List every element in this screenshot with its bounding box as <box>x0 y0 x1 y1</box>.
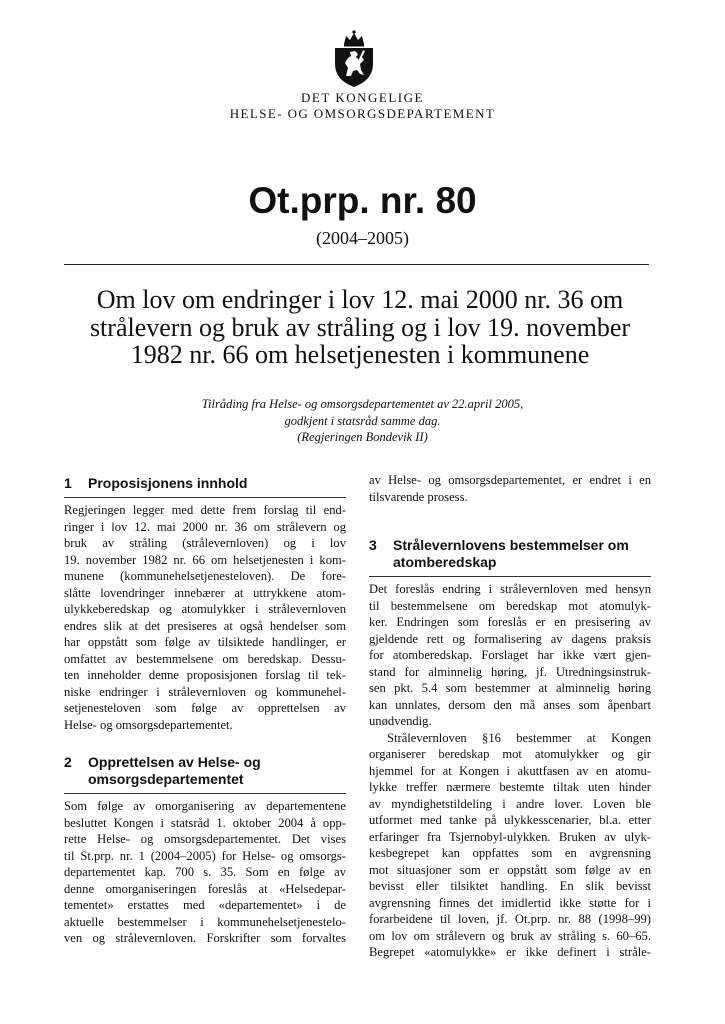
text-line: organiserer beredskap mot atomulykker og gir <box>369 747 651 761</box>
text-line: ringer i lov 12. mai 2000 nr. 36 om strålevern og <box>64 519 346 534</box>
text-line: Helse- og omsorgsdepartementet. <box>64 717 233 732</box>
text-line: av myndighetstildeling i andre lover. Loven ble <box>369 796 651 811</box>
text-line: om lov om strålevern og bruk av stråling s. 60–65. <box>369 928 651 943</box>
section-title-line: atomberedskap <box>393 554 497 570</box>
document-number: Ot.prp. nr. 80 <box>248 180 477 221</box>
text-line: erfaringer fra Tsjernobyl-ulykken. Bruken av ulyk- <box>369 829 651 844</box>
text-line: munene (kommunehelsetjenesteloven). De fore- <box>64 569 346 583</box>
text-line: ten inneholder denne proposisjonen forslag til tek- <box>64 668 346 682</box>
text-line: tilsvarende prosess. <box>369 489 468 504</box>
text-line: ulykkeberedskap og atomulykker i strålevernloven <box>64 602 346 616</box>
coat-of-arms-logo <box>331 30 377 88</box>
text-line: bruk av stråling (strålevernloven) og i lov <box>64 536 346 550</box>
section-title-line: Opprettelsen av Helse- og <box>88 754 261 770</box>
main-title-line: Om lov om endringer i lov 12. mai 2000 nr. 36 om <box>96 285 624 314</box>
text-line: til St.prp. nr. 1 (2004–2005) for Helse- og omsorgs- <box>64 848 346 863</box>
text-line: Begrepet «atomulykke» er ikke definert i stråle- <box>369 945 651 959</box>
text-line: for atomberedskap. Forslaget har ikke vært gjen- <box>369 648 651 662</box>
section-3-heading <box>369 537 651 571</box>
text-line: aktuelle bestemmelser i kommunehelsetjenestelo- <box>64 914 346 929</box>
text-line: tementet» erstattes med «departementet» i de <box>64 898 346 912</box>
text-line: slåtte lovendringer innebærer at uttrykkene atom- <box>64 585 346 600</box>
text-line: ker. Endringen som foreslås er en presisering av <box>369 615 651 629</box>
crown-icon <box>344 30 364 46</box>
section-2-rule <box>64 793 346 794</box>
text-line: av Helse- og omsorgsdepartementet, er endret i en <box>369 473 651 487</box>
text-line: bevisst eller tilsiktet handling. En slik bevisst <box>369 879 651 893</box>
approval-note <box>100 396 625 446</box>
text-line: forarbeidene til loven, jf. Ot.prp. nr. 88 (1998–99) <box>369 912 651 926</box>
approval-line: godkjent i statsråd samme dag. <box>284 413 441 428</box>
section-title-line: Strålevernlovens bestemmelser om <box>393 537 629 553</box>
text-line: niske endringer i strålevernloven og kommunehel- <box>64 684 346 699</box>
text-line: lykke treffer nærmere bestemte tiltak uten hinder <box>369 780 651 794</box>
text-line: besluttet Kongen i statsråd 1. oktober 2004 å opp- <box>64 815 346 830</box>
text-line: stand for alminnelig høring, jf. Utredningsinstruk- <box>369 664 651 679</box>
section-3-body <box>369 581 651 961</box>
text-line: denne omorganiseringen foreslås at «Helsedepar- <box>64 881 346 896</box>
main-title <box>64 286 656 369</box>
text-line: endres slik at det presiseres at også hendelser som <box>64 618 346 633</box>
text-line: Strålevernloven §16 bestemmer at Kongen <box>387 730 651 745</box>
text-line: kesbegrepet kan oppfattes som en avgrensning <box>369 846 651 860</box>
text-line: ven og strålevernloven. Forskrifter som forvaltes <box>64 931 346 945</box>
text-line: sen pkt. 5.4 som bestemmer at alminnelig høring <box>369 681 651 695</box>
department-line-2: HELSE- OG OMSORGSDEPARTEMENT <box>229 106 496 121</box>
section-number: 3 <box>369 537 377 553</box>
text-line: setjenesteloven som følge av opprettelsen av <box>64 701 346 715</box>
text-line: til bestemmelsene om beredskap mot atomulyk- <box>369 598 651 613</box>
department-line-1: DET KONGELIGE <box>301 90 424 105</box>
text-line: omfattet av bestemmelsene om beredskap. Dessu- <box>64 651 346 666</box>
section-2-body <box>64 798 346 947</box>
text-line: har oppstått som følge av tilsiktede handlinger, er <box>64 635 346 649</box>
text-line: rette Helse- og omsorgsdepartementet. Det vises <box>64 832 346 846</box>
text-line: departementet kap. 700 s. 35. Som en følge av <box>64 865 346 879</box>
approval-line: (Regjeringen Bondevik II) <box>297 430 428 444</box>
main-title-line: 1982 nr. 66 om helsetjenesten i kommunene <box>130 340 590 369</box>
section-1-body <box>64 502 346 733</box>
text-line: gjeldende rett og formalisering av dagens praksis <box>369 631 651 646</box>
text-line: Som følge av omorganisering av departementene <box>64 799 346 813</box>
section-1-heading <box>64 475 346 492</box>
text-line: mot situasjoner som er oppstått som følge av en <box>369 862 651 877</box>
section-2-continued <box>369 472 651 505</box>
text-line: Det foreslås endring i strålevernloven med hensyn <box>369 582 651 596</box>
section-number: 1 <box>64 475 72 491</box>
section-number: 2 <box>64 754 72 770</box>
text-line: kan unnlates, dersom den må anses som åpenbart <box>369 697 651 712</box>
approval-line: Tilråding fra Helse- og omsorgsdepartementet av 22.april 2005, <box>201 397 524 411</box>
section-1-rule <box>64 497 346 498</box>
text-line: avgrensning finnes det imidlertid ikke støtte for i <box>369 895 651 910</box>
text-line: Regjeringen legger med dette frem forslag til end- <box>64 503 346 517</box>
section-title: Proposisjonens innhold <box>88 475 248 491</box>
main-title-line: strålevern og bruk av stråling og i lov 19. november <box>89 312 631 342</box>
section-title-line: omsorgsdepartementet <box>88 771 244 787</box>
section-3-rule <box>369 576 651 577</box>
text-line: 19. november 1982 nr. 66 om helsetjenesten i kom- <box>64 552 346 567</box>
text-line: unødvendig. <box>369 714 432 728</box>
section-2-heading <box>64 754 346 788</box>
text-line: utformet med tanke på ulykkesscenarier, bl.a. etter <box>369 813 651 827</box>
text-line: hjemmel for at Kongen i akuttfasen av en atomu- <box>369 763 651 778</box>
title-divider <box>64 264 649 265</box>
document-session-year: (2004–2005) <box>316 228 409 248</box>
